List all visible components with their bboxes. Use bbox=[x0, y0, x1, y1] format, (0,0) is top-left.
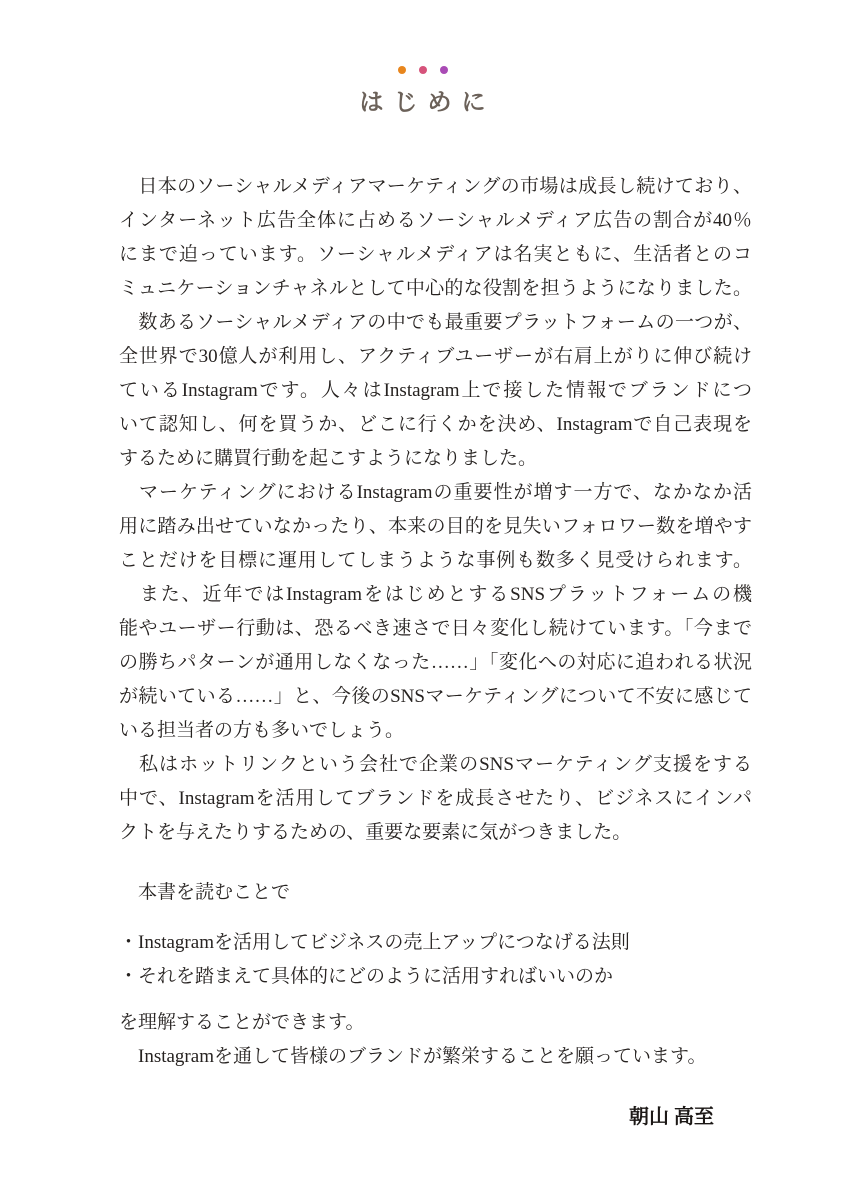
paragraph-line: いる担当者の方も多いでしょう。 bbox=[119, 720, 405, 741]
paragraph bbox=[119, 748, 752, 850]
bullet-item: ・Instagramを活用してビジネスの売上アップにつなげる法則 bbox=[119, 932, 630, 953]
bullet-list bbox=[119, 926, 752, 994]
decorative-dots bbox=[0, 66, 845, 74]
paragraph-line: 中で、Instagramを活用してブランドを成長させたり、ビジネスにインパ bbox=[119, 788, 752, 809]
paragraph-line: マーケティングにおけるInstagramの重要性が増す一方で、なかなか活 bbox=[119, 482, 752, 503]
paragraph-line: ことだけを目標に運用してしまうような事例も数多く見受けられます。 bbox=[119, 550, 752, 571]
paragraph-line: クトを与えたりするための、重要な要素に気がつきました。 bbox=[119, 822, 632, 843]
paragraph-line: が続いている……」と、今後のSNSマーケティングについて不安に感じて bbox=[119, 686, 752, 707]
paragraph-line: にまで迫っています。ソーシャルメディアは名実ともに、生活者とのコ bbox=[119, 244, 752, 265]
paragraph-line: ているInstagramです。人々はInstagram上で接した情報でブランドにつ bbox=[119, 380, 752, 401]
paragraph bbox=[119, 476, 752, 578]
body-text bbox=[119, 170, 752, 1134]
bullet-item: ・それを踏まえて具体的にどのように活用すればいいのか bbox=[119, 966, 614, 987]
dot-purple-icon bbox=[440, 66, 448, 74]
paragraph bbox=[119, 306, 752, 476]
paragraph-line: 私はホットリンクという会社で企業のSNSマーケティング支援をする bbox=[119, 754, 752, 775]
paragraph-line: ミュニケーションチャネルとして中心的な役割を担うようになりました。 bbox=[119, 278, 752, 299]
page-title: はじめに bbox=[359, 89, 496, 116]
lead-in-line: 本書を読むことで bbox=[119, 882, 291, 903]
paragraph-line: インターネット広告全体に占めるソーシャルメディア広告の割合が40％ bbox=[119, 210, 752, 231]
dot-orange-icon bbox=[398, 66, 406, 74]
paragraph-line: 全世界で30億人が利用し、アクティブユーザーが右肩上がりに伸び続け bbox=[119, 346, 752, 367]
paragraph-line: 用に踏み出せていなかったり、本来の目的を見失いフォロワー数を増やす bbox=[119, 516, 752, 537]
closing-line: Instagramを通して皆様のブランドが繁栄することを願っています。 bbox=[119, 1046, 707, 1067]
paragraph-line: いて認知し、何を買うか、どこに行くかを決め、Instagramで自己表現を bbox=[119, 414, 752, 435]
paragraph-line: するために購買行動を起こすようになりました。 bbox=[119, 448, 538, 469]
paragraph-line: 日本のソーシャルメディアマーケティングの市場は成長し続けており、 bbox=[119, 176, 752, 197]
paragraph-line: 数あるソーシャルメディアの中でも最重要プラットフォームの一つが、 bbox=[119, 312, 752, 333]
paragraph-line: 能やユーザー行動は、恐るべき速さで日々変化し続けています。「今まで bbox=[119, 618, 752, 639]
dot-pink-icon bbox=[419, 66, 427, 74]
closing-paragraph bbox=[119, 1006, 752, 1074]
author-name: 朝山 高至 bbox=[629, 1106, 714, 1128]
paragraph-line: また、近年ではInstagramをはじめとするSNSプラットフォームの機 bbox=[119, 584, 752, 605]
closing-line: を理解することができます。 bbox=[119, 1012, 365, 1033]
paragraph-line: の勝ちパターンが通用しなくなった……」「変化への対応に追われる状況 bbox=[119, 652, 752, 673]
paragraph bbox=[119, 578, 752, 748]
paragraph bbox=[119, 170, 752, 306]
